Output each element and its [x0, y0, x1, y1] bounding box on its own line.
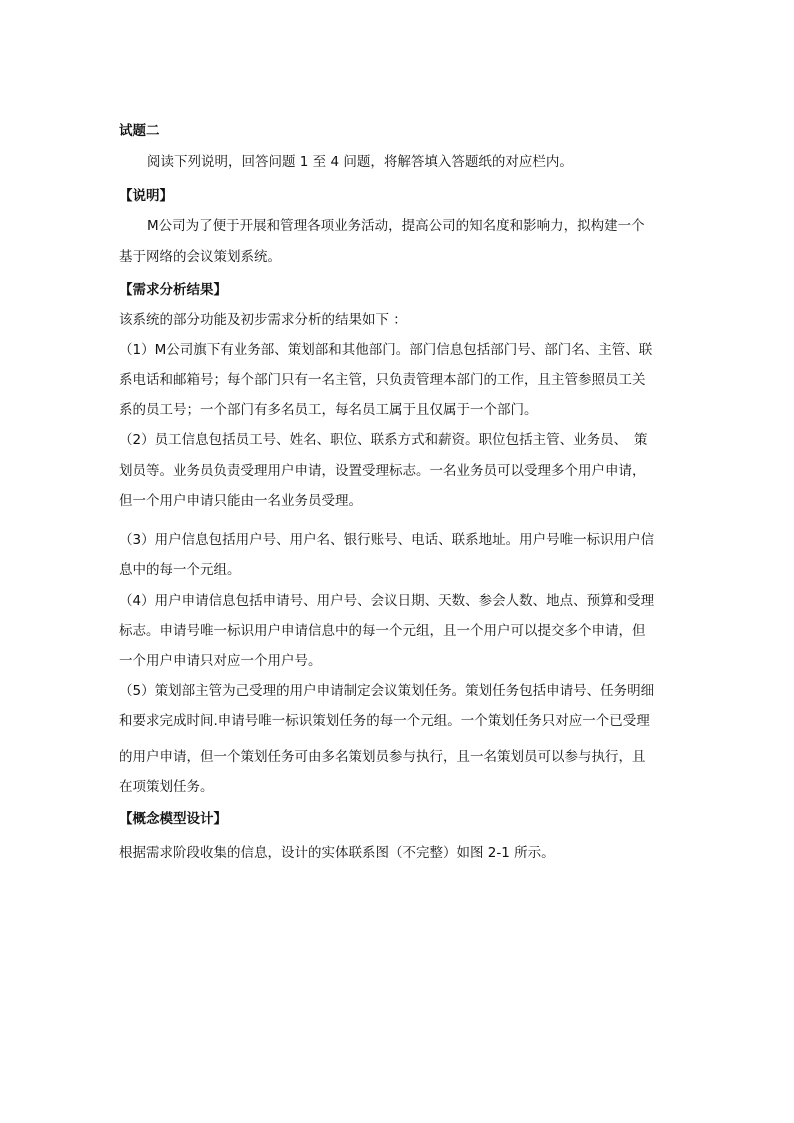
- requirement-line: 在项策划任务。: [119, 779, 214, 795]
- requirements-intro: 该系统的部分功能及初步需求分析的结果如下 ：: [119, 312, 407, 328]
- requirement-line: 但一个用户申请只能由一名业务员受理。: [119, 493, 362, 509]
- requirement-line: 息中的每一个元组。: [119, 562, 241, 578]
- requirement-line: （5）策划部主管为己受理的用户申请制定会议策划任务。策划任务包括申请号、任务明细: [119, 683, 655, 699]
- section-heading-model: 【概念模型设计】: [119, 811, 227, 827]
- model-text: 根据需求阶段收集的信息，设计的实体联系图（不完整）如图 2-1 所示。: [119, 845, 555, 861]
- requirement-line: 一个用户申请只对应一个用户号。: [119, 653, 322, 669]
- section-heading-requirements: 【需求分析结果】: [119, 282, 227, 298]
- requirement-line: （3）用户信息包括用户号、用户名、银行账号、电话、联系地址。用户号唯一标识用户信: [119, 532, 655, 548]
- explain-line: 基于网络的会议策划系统。: [119, 249, 281, 265]
- requirement-line: 和要求完成时间.申请号唯一标识策划任务的每一个元组。一个策划任务只对应一个已受理: [119, 713, 650, 729]
- intro-text: 阅读下列说明，回答问题 1 至 4 问题，将解答填入答题纸的对应栏内。: [147, 154, 573, 170]
- requirement-line: （2）员工信息包括员工号、姓名、职位、联系方式和薪资。职位包括主管、业务员、 策: [119, 432, 648, 448]
- requirement-line: 系电话和邮箱号；每个部门只有一名主管，只负责管理本部门的工作，且主管参照员工关: [119, 372, 646, 388]
- section-heading-explain: 【说明】: [119, 188, 173, 204]
- requirement-line: （1）M公司旗下有业务部、策划部和其他部门。部门信息包括部门号、部门名、主管、联: [119, 342, 653, 358]
- requirement-line: 的用户申请，但一个策划任务可由多名策划员参与执行，且一名策划员可以参与执行，且: [119, 749, 646, 765]
- requirement-line: 划员等。业务员负责受理用户申请，设置受理标志。一名业务员可以受理多个用户申请，: [119, 463, 646, 479]
- question-title: 试题二: [119, 123, 160, 139]
- requirement-line: （4）用户申请信息包括申请号、用户号、会议日期、天数、参会人数、地点、预算和受理: [119, 593, 655, 609]
- requirement-line: 系的员工号；一个部门有多名员工，每名员工属于且仅属于一个部门。: [119, 402, 538, 418]
- requirement-line: 标志。申请号唯一标识用户申请信息中的每一个元组，且一个用户可以提交多个申请，但: [119, 623, 646, 639]
- explain-line: M公司为了便于开展和管理各项业务活动，提高公司的知名度和影响力，拟构建一个: [147, 218, 645, 234]
